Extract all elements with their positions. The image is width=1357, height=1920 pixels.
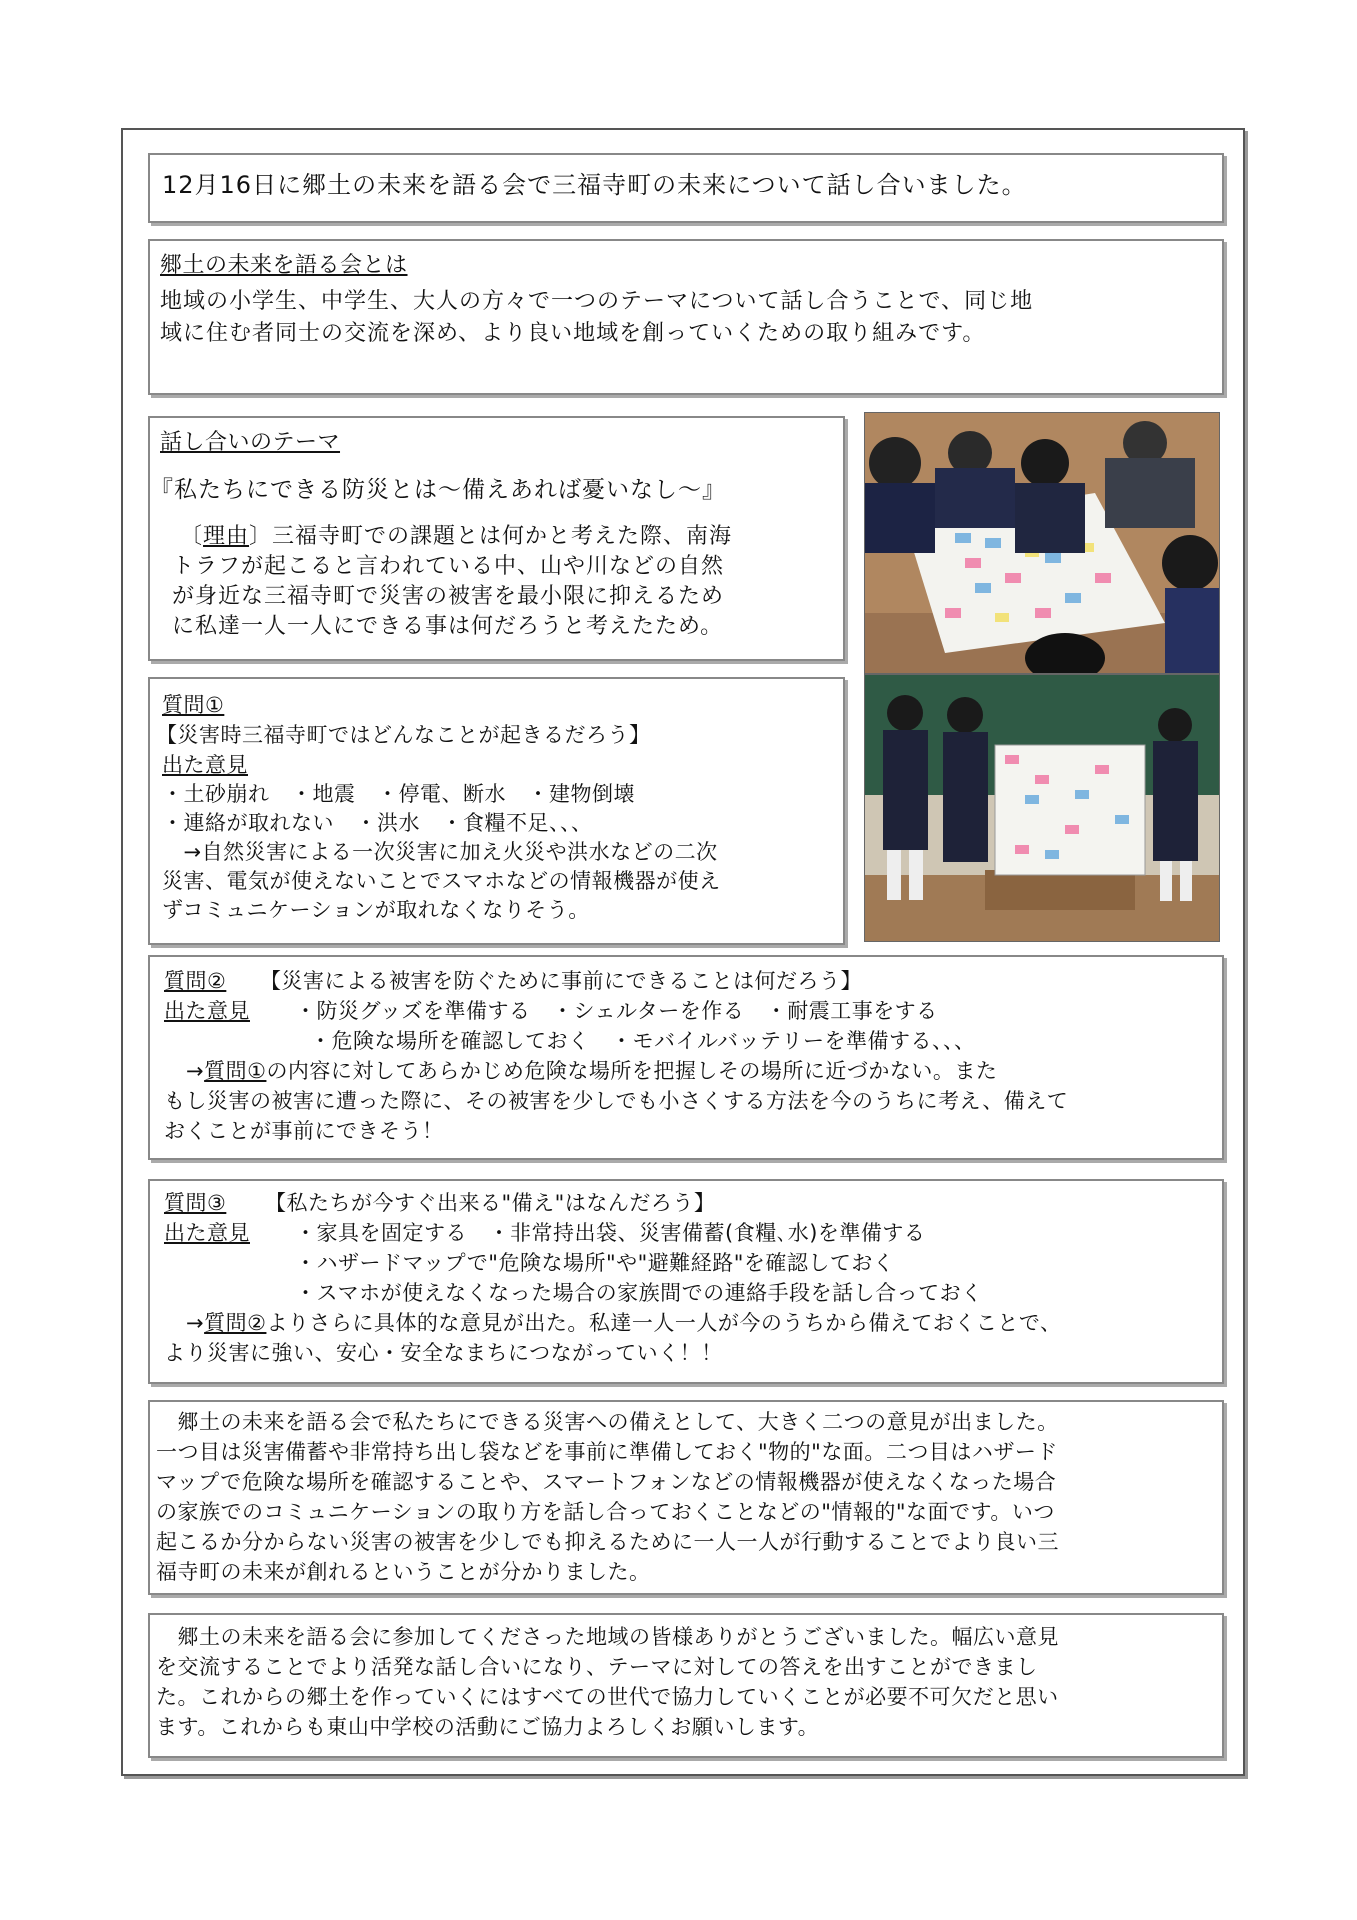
thanks-box — [148, 1613, 1224, 1758]
conclusion-line-2: 一つ目は災害備蓄や非常持ち出し袋などを事前に準備しておく"物的"な面。二つ目はハザード — [156, 1440, 1058, 1464]
photo2-illustration — [865, 675, 1220, 942]
q3-summary-first: よりさらに具体的な意見が出た。私達一人一人が今のうちから備えておくことで、 — [266, 1311, 1062, 1335]
header-box — [148, 153, 1224, 223]
students-presentation-photo — [864, 674, 1220, 942]
q1-opinions-label: 出た意見 — [162, 753, 248, 777]
conclusion-line-6: 福寺町の未来が創れるということが分かりました。 — [156, 1560, 651, 1584]
about-line-2: 域に住む者同士の交流を深め、より良い地域を創っていくための取り組みです。 — [160, 321, 986, 346]
q1-summary-1: →自然災害による一次災害に加え火災や洪水などの二次 — [162, 840, 718, 864]
q3-label: 質問③ — [164, 1191, 227, 1215]
students-discussion-photo — [864, 412, 1220, 674]
q1-summary-2: 災害、電気が使えないことでスマホなどの情報機器が使え — [162, 869, 721, 893]
q2-label: 質問② — [164, 969, 227, 993]
q2-opinion-2: ・危険な場所を確認しておく ・モバイルバッテリーを準備する、、、 — [310, 1029, 976, 1053]
q1-question: 【災害時三福寺町ではどんなことが起きるだろう】 — [156, 723, 651, 747]
question1-box — [148, 677, 845, 945]
theme-reason-line-3: が身近な三福寺町で災害の被害を最小限に抑えるため — [172, 584, 725, 609]
q2-summary-first: の内容に対してあらかじめ危険な場所を把握しその場所に近づかない。また — [266, 1059, 998, 1083]
conclusion-line-5: 起こるか分からない災害の被害を少しでも抑えるために一人一人が行動することでより良い三 — [156, 1530, 1059, 1554]
q1-opinion-2: ・連絡が取れない ・洪水 ・食糧不足、、、 — [162, 811, 593, 835]
theme-reason-line-2: トラフが起こると言われている中、山や川などの自然 — [172, 554, 725, 579]
thanks-line-4: ます。これからも東山中学校の活動にご協力よろしくお願いします。 — [156, 1715, 820, 1739]
q1-label: 質問① — [162, 693, 225, 717]
q2-ref: 質問① — [204, 1059, 267, 1083]
q2-opinions-label: 出た意見 — [164, 999, 250, 1023]
theme-box — [148, 416, 845, 661]
q2-summary-2: もし災害の被害に遭った際に、その被害を少しでも小さくする方法を今のうちに考え、備えて — [164, 1089, 1069, 1113]
theme-heading: 話し合いのテーマ — [160, 430, 341, 455]
thanks-line-2: を交流することでより活発な話し合いになり、テーマに対しての答えを出すことができまし — [156, 1655, 1038, 1679]
reason-label: 理由 — [203, 524, 250, 549]
q3-opinion-1: ・家具を固定する ・非常持出袋、災害備蓄(食糧､水)を準備する — [295, 1221, 926, 1245]
reason-bracket: 〔 — [180, 524, 204, 549]
q2-arrow: → — [186, 1059, 205, 1083]
theme-title: 『私たちにできる防災とは～備えあれば憂いなし～』 — [150, 477, 726, 503]
q2-opinion-1: ・防災グッズを準備する ・シェルターを作る ・耐震工事をする — [295, 999, 938, 1023]
q3-summary-2: より災害に強い、安心・安全なまちにつながっていく！！ — [164, 1341, 723, 1365]
about-line-1: 地域の小学生、中学生、大人の方々で一つのテーマについて話し合うことで、同じ地 — [160, 289, 1034, 314]
theme-reason-line-4: に私達一人一人にできる事は何だろうと考えたため。 — [172, 614, 724, 639]
q2-summary-3: おくことが事前にできそう！ — [164, 1119, 444, 1143]
q3-arrow: → — [186, 1311, 205, 1335]
q2-question: 【災害による被害を防ぐために事前にできることは何だろう】 — [260, 969, 862, 993]
q3-ref: 質問② — [204, 1311, 267, 1335]
q3-opinion-3: ・スマホが使えなくなった場合の家族間での連絡手段を話し合っておく — [295, 1281, 983, 1305]
thanks-line-3: た。これからの郷土を作っていくにはすべての世代で協力していくことが必要不可欠だと思い — [156, 1685, 1059, 1709]
q3-question: 【私たちが今すぐ出来る"備え"はなんだろう】 — [265, 1191, 716, 1215]
conclusion-box — [148, 1400, 1224, 1595]
about-heading: 郷土の未来を語る会とは — [160, 253, 408, 278]
photo1-illustration — [865, 413, 1220, 674]
conclusion-line-1: 郷土の未来を語る会で私たちにできる災害への備えとして、大きく二つの意見が出ました。 — [156, 1410, 1059, 1434]
conclusion-line-3: マップで危険な場所を確認することや、スマートフォンなどの情報機器が使えなくなった場合 — [156, 1470, 1057, 1494]
page-title: 12月16日に郷土の未来を語る会で三福寺町の未来について話し合いました。 — [162, 171, 1027, 199]
about-box — [148, 239, 1224, 395]
q2-summary-1 — [186, 1057, 997, 1086]
q1-opinion-1: ・土砂崩れ ・地震 ・停電、断水 ・建物倒壊 — [162, 782, 635, 806]
q3-summary-1 — [186, 1309, 1062, 1338]
q1-summary-3: ずコミュニケーションが取れなくなりそう。 — [162, 898, 590, 922]
q3-opinions-label: 出た意見 — [164, 1221, 250, 1245]
question3-box — [148, 1179, 1224, 1384]
reason-first-text: 〕三福寺町での課題とは何かと考えた際、南海 — [249, 524, 733, 549]
q3-opinion-2: ・ハザードマップで"危険な場所"や"避難経路"を確認しておく — [295, 1251, 895, 1275]
theme-reason-line-1 — [180, 522, 732, 551]
question2-box — [148, 955, 1224, 1160]
conclusion-line-4: の家族でのコミュニケーションの取り方を話し合っておくことなどの"情報的"な面です。いつ — [156, 1500, 1055, 1524]
thanks-line-1: 郷土の未来を語る会に参加してくださった地域の皆様ありがとうございました。幅広い意見 — [156, 1625, 1059, 1649]
